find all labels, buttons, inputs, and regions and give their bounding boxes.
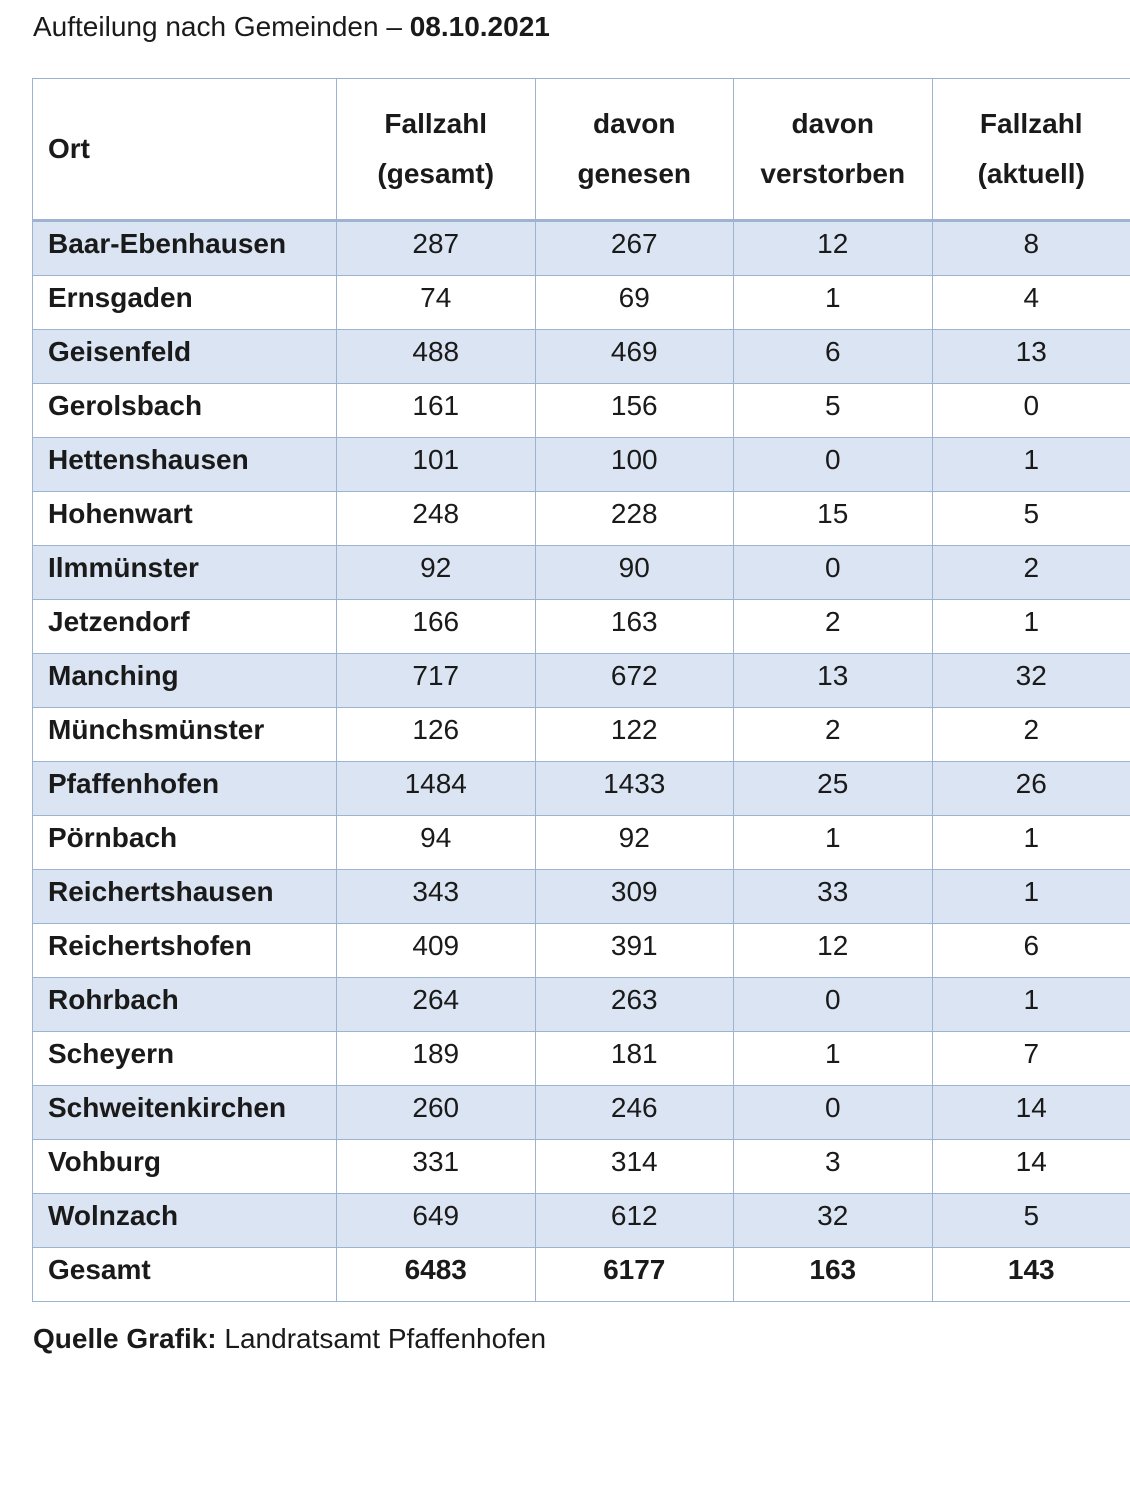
cell-fallzahl-gesamt: 161 — [337, 384, 536, 438]
header-label-line1: davon — [791, 108, 874, 139]
cell-ort: Reichertshausen — [33, 870, 337, 924]
total-cell-fallzahl-gesamt: 6483 — [337, 1248, 536, 1302]
total-cell-verstorben: 163 — [734, 1248, 933, 1302]
cell-fallzahl-gesamt: 1484 — [337, 762, 536, 816]
table-row — [33, 978, 1130, 1032]
cell-ort: Jetzendorf — [33, 600, 337, 654]
total-row — [33, 1248, 1130, 1302]
cell-genesen: 163 — [535, 600, 734, 654]
cell-fallzahl-gesamt: 166 — [337, 600, 536, 654]
header-label-line1: Fallzahl — [384, 108, 488, 139]
cell-fallzahl-aktuell: 1 — [932, 816, 1130, 870]
cell-fallzahl-aktuell: 1 — [932, 438, 1130, 492]
cell-verstorben: 1 — [734, 276, 933, 330]
page-title — [33, 10, 550, 44]
cell-ort: Manching — [33, 654, 337, 708]
cell-verstorben: 6 — [734, 330, 933, 384]
cell-verstorben: 1 — [734, 816, 933, 870]
table-body — [33, 221, 1130, 1302]
cell-ort: Vohburg — [33, 1140, 337, 1194]
cell-genesen: 672 — [535, 654, 734, 708]
cell-verstorben: 0 — [734, 1086, 933, 1140]
cell-verstorben: 25 — [734, 762, 933, 816]
cell-fallzahl-gesamt: 264 — [337, 978, 536, 1032]
cell-ort: Münchsmünster — [33, 708, 337, 762]
cell-genesen: 181 — [535, 1032, 734, 1086]
cell-genesen: 90 — [535, 546, 734, 600]
cell-verstorben: 12 — [734, 221, 933, 276]
table-row — [33, 1140, 1130, 1194]
cell-fallzahl-gesamt: 94 — [337, 816, 536, 870]
table-row — [33, 492, 1130, 546]
header-fallzahl-aktuell — [932, 79, 1130, 221]
header-label-line2: genesen — [577, 158, 692, 189]
cell-fallzahl-gesamt: 343 — [337, 870, 536, 924]
cell-ort: Hettenshausen — [33, 438, 337, 492]
cell-ort: Wolnzach — [33, 1194, 337, 1248]
cell-verstorben: 15 — [734, 492, 933, 546]
cell-verstorben: 3 — [734, 1140, 933, 1194]
cell-fallzahl-aktuell: 1 — [932, 600, 1130, 654]
cell-fallzahl-gesamt: 649 — [337, 1194, 536, 1248]
cell-fallzahl-aktuell: 32 — [932, 654, 1130, 708]
cell-ort: Reichertshofen — [33, 924, 337, 978]
cell-verstorben: 13 — [734, 654, 933, 708]
table-row — [33, 870, 1130, 924]
cell-genesen: 314 — [535, 1140, 734, 1194]
cell-verstorben: 12 — [734, 924, 933, 978]
cell-fallzahl-gesamt: 189 — [337, 1032, 536, 1086]
table-row — [33, 708, 1130, 762]
title-date: 08.10.2021 — [409, 11, 550, 42]
cell-verstorben: 0 — [734, 978, 933, 1032]
cell-fallzahl-gesamt: 331 — [337, 1140, 536, 1194]
cell-fallzahl-aktuell: 0 — [932, 384, 1130, 438]
cell-ort: Ilmmünster — [33, 546, 337, 600]
header-fallzahl-gesamt — [337, 79, 536, 221]
cell-ort: Pörnbach — [33, 816, 337, 870]
table-row — [33, 654, 1130, 708]
header-ort — [33, 79, 337, 221]
cell-genesen: 69 — [535, 276, 734, 330]
cell-fallzahl-aktuell: 4 — [932, 276, 1130, 330]
cell-ort: Scheyern — [33, 1032, 337, 1086]
cell-fallzahl-gesamt: 287 — [337, 221, 536, 276]
cell-ort: Gerolsbach — [33, 384, 337, 438]
cell-verstorben: 2 — [734, 600, 933, 654]
header-label-line1: Fallzahl — [979, 108, 1083, 139]
cell-genesen: 246 — [535, 1086, 734, 1140]
header-genesen — [535, 79, 734, 221]
table-row — [33, 1086, 1130, 1140]
cell-fallzahl-aktuell: 1 — [932, 978, 1130, 1032]
table-row — [33, 600, 1130, 654]
cell-fallzahl-aktuell: 5 — [932, 1194, 1130, 1248]
cell-fallzahl-aktuell: 13 — [932, 330, 1130, 384]
cell-ort: Schweitenkirchen — [33, 1086, 337, 1140]
cell-fallzahl-gesamt: 409 — [337, 924, 536, 978]
cell-fallzahl-aktuell: 1 — [932, 870, 1130, 924]
cell-genesen: 267 — [535, 221, 734, 276]
cell-fallzahl-gesamt: 126 — [337, 708, 536, 762]
cell-genesen: 1433 — [535, 762, 734, 816]
cell-fallzahl-gesamt: 92 — [337, 546, 536, 600]
table-row — [33, 924, 1130, 978]
table-row — [33, 546, 1130, 600]
cell-genesen: 122 — [535, 708, 734, 762]
cell-verstorben: 33 — [734, 870, 933, 924]
table-row — [33, 384, 1130, 438]
cell-ort: Geisenfeld — [33, 330, 337, 384]
cell-ort: Ernsgaden — [33, 276, 337, 330]
cell-fallzahl-aktuell: 2 — [932, 546, 1130, 600]
table-row — [33, 330, 1130, 384]
cell-fallzahl-gesamt: 101 — [337, 438, 536, 492]
cases-table — [32, 78, 1130, 1302]
header-label-line2: (aktuell) — [977, 158, 1085, 189]
cell-fallzahl-aktuell: 6 — [932, 924, 1130, 978]
source-label: Quelle Grafik: — [33, 1323, 217, 1354]
cell-genesen: 228 — [535, 492, 734, 546]
cell-fallzahl-aktuell: 5 — [932, 492, 1130, 546]
cell-fallzahl-aktuell: 8 — [932, 221, 1130, 276]
cell-genesen: 309 — [535, 870, 734, 924]
source-note — [33, 1322, 546, 1356]
cell-fallzahl-gesamt: 248 — [337, 492, 536, 546]
cell-genesen: 612 — [535, 1194, 734, 1248]
cell-verstorben: 0 — [734, 438, 933, 492]
cell-genesen: 469 — [535, 330, 734, 384]
cell-genesen: 92 — [535, 816, 734, 870]
cell-fallzahl-gesamt: 488 — [337, 330, 536, 384]
total-cell-fallzahl-aktuell: 143 — [932, 1248, 1130, 1302]
table-row — [33, 221, 1130, 276]
cell-fallzahl-aktuell: 26 — [932, 762, 1130, 816]
cell-fallzahl-aktuell: 14 — [932, 1086, 1130, 1140]
cell-verstorben: 1 — [734, 1032, 933, 1086]
cell-fallzahl-gesamt: 717 — [337, 654, 536, 708]
header-ort-label: Ort — [48, 133, 90, 164]
cell-verstorben: 2 — [734, 708, 933, 762]
table-row — [33, 438, 1130, 492]
cell-fallzahl-aktuell: 14 — [932, 1140, 1130, 1194]
total-cell-ort: Gesamt — [33, 1248, 337, 1302]
cell-genesen: 391 — [535, 924, 734, 978]
header-label-line2: verstorben — [760, 158, 906, 189]
table-row — [33, 276, 1130, 330]
cell-ort: Baar-Ebenhausen — [33, 221, 337, 276]
cell-fallzahl-gesamt: 260 — [337, 1086, 536, 1140]
table-row — [33, 816, 1130, 870]
cell-verstorben: 32 — [734, 1194, 933, 1248]
table-row — [33, 1032, 1130, 1086]
header-label-line1: davon — [593, 108, 676, 139]
cell-genesen: 156 — [535, 384, 734, 438]
cell-ort: Pfaffenhofen — [33, 762, 337, 816]
cell-fallzahl-aktuell: 2 — [932, 708, 1130, 762]
cell-genesen: 263 — [535, 978, 734, 1032]
title-text: Aufteilung nach Gemeinden – — [33, 11, 410, 42]
table-row — [33, 762, 1130, 816]
cell-ort: Hohenwart — [33, 492, 337, 546]
source-text: Landratsamt Pfaffenhofen — [216, 1323, 547, 1354]
cell-genesen: 100 — [535, 438, 734, 492]
table-row — [33, 1194, 1130, 1248]
cell-fallzahl-gesamt: 74 — [337, 276, 536, 330]
cell-ort: Rohrbach — [33, 978, 337, 1032]
cell-verstorben: 0 — [734, 546, 933, 600]
header-row — [33, 79, 1130, 221]
cell-fallzahl-aktuell: 7 — [932, 1032, 1130, 1086]
total-cell-genesen: 6177 — [535, 1248, 734, 1302]
cell-verstorben: 5 — [734, 384, 933, 438]
header-verstorben — [734, 79, 933, 221]
header-label-line2: (gesamt) — [377, 158, 495, 189]
